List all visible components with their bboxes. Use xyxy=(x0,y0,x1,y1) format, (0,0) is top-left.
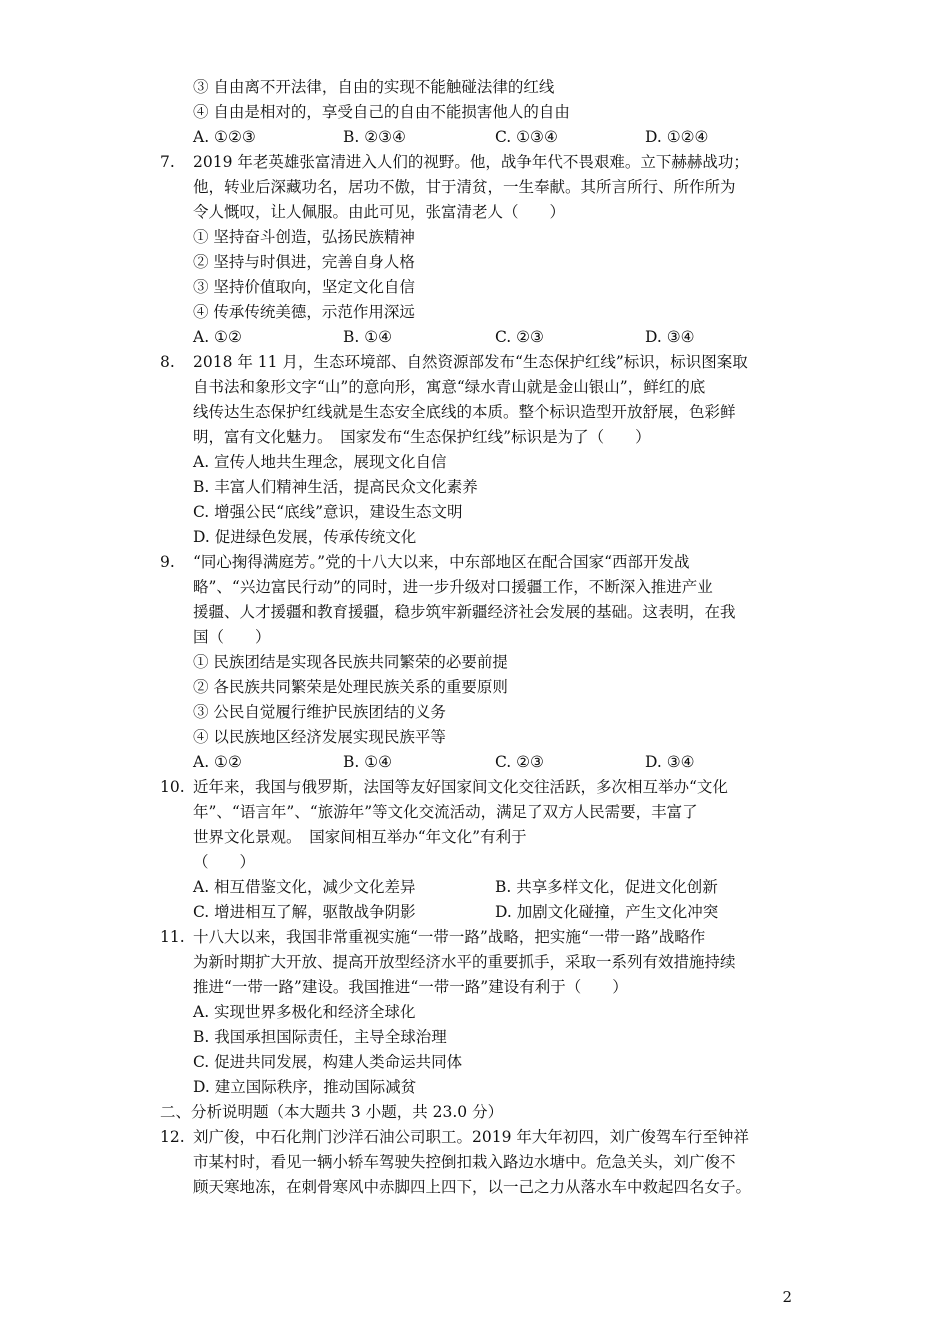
option-c: C. ②③ xyxy=(495,753,544,771)
item-line: ② 各民族共同繁荣是处理民族关系的重要原则 xyxy=(193,678,508,696)
question-number: 7. xyxy=(160,153,175,171)
option-c: C. ①③④ xyxy=(495,128,558,146)
question-number: 8. xyxy=(160,353,175,371)
question-stem-line: 明，富有文化魅力。 国家发布“生态保护红线”标识是为了（ ） xyxy=(193,428,651,446)
question-number: 10. xyxy=(160,778,185,796)
item-line: ③ 自由离不开法律，自由的实现不能触碰法律的红线 xyxy=(193,78,555,96)
question-stem-line: 刘广俊，中石化荆门沙洋石油公司职工。2019 年大年初四，刘广俊驾车行至钟祥 xyxy=(193,1128,749,1146)
option-a: A. 宣传人地共生理念，展现文化自信 xyxy=(193,453,447,471)
question-stem-line: 十八大以来，我国非常重视实施“一带一路”战略，把实施“一带一路”战略作 xyxy=(193,928,706,946)
section-heading: 二、分析说明题（本大题共 3 小题，共 23.0 分） xyxy=(160,1103,504,1121)
option-d: D. ③④ xyxy=(645,328,695,346)
question-stem-line: 为新时期扩大开放、提高开放型经济水平的重要抓手，采取一系列有效措施持续 xyxy=(193,953,736,971)
option-b: B. ①④ xyxy=(343,328,393,346)
question-stem-line: “同心掬得满庭芳。”党的十八大以来，中东部地区在配合国家“西部开发战 xyxy=(193,553,690,571)
page-number: 2 xyxy=(782,1288,792,1306)
item-line: ④ 以民族地区经济发展实现民族平等 xyxy=(193,728,446,746)
option-c: C. 增进相互了解，驱散战争阴影 xyxy=(193,903,416,921)
question-stem-line: （ ） xyxy=(193,853,256,871)
question-stem-line: 顾天寒地冻，在刺骨寒风中赤脚四上四下，以一己之力从落水车中救起四名女子。 xyxy=(193,1178,752,1196)
question-stem-line: 市某村时，看见一辆小轿车驾驶失控倒扣栽入路边水塘中。危急关头，刘广俊不 xyxy=(193,1153,736,1171)
question-number: 9. xyxy=(160,553,175,571)
question-number: 12. xyxy=(160,1128,185,1146)
option-a: A. ①② xyxy=(193,753,242,771)
question-stem-line: 国（ ） xyxy=(193,628,271,646)
question-stem-line: 世界文化景观。 国家间相互举办“年文化”有利于 xyxy=(193,828,527,846)
question-stem-line: 线传达生态保护红线就是生态安全底线的本质。整个标识造型开放舒展，色彩鲜 xyxy=(193,403,736,421)
option-d: D. 建立国际秩序，推动国际减贫 xyxy=(193,1078,417,1096)
item-line: ① 坚持奋斗创造，弘扬民族精神 xyxy=(193,228,415,246)
question-stem-line: 令人慨叹，让人佩服。由此可见，张富清老人（ ） xyxy=(193,203,566,221)
question-stem-line: 略”、“兴边富民行动”的同时，进一步升级对口援疆工作，不断深入推进产业 xyxy=(193,578,713,596)
option-b: B. 共享多样文化，促进文化创新 xyxy=(495,878,718,896)
option-d: D. 促进绿色发展，传承传统文化 xyxy=(193,528,417,546)
option-b: B. 丰富人们精神生活，提高民众文化素养 xyxy=(193,478,478,496)
option-b: B. 我国承担国际责任，主导全球治理 xyxy=(193,1028,447,1046)
option-a: A. 相互借鉴文化，减少文化差异 xyxy=(193,878,416,896)
question-number: 11. xyxy=(160,928,185,946)
option-c: C. ②③ xyxy=(495,328,544,346)
question-stem-line: 推进“一带一路”建设。我国推进“一带一路”建设有利于（ ） xyxy=(193,978,628,996)
question-stem-line: 他，转业后深藏功名，居功不傲，甘于清贫，一生奉献。其所言所行、所作所为 xyxy=(193,178,736,196)
question-stem-line: 2018 年 11 月，生态环境部、自然资源部发布“生态保护红线”标识，标识图案取 xyxy=(193,353,748,371)
item-line: ④ 传承传统美德，示范作用深远 xyxy=(193,303,415,321)
question-stem-line: 自书法和象形文字“山”的意向形，寓意“绿水青山就是金山银山”，鲜红的底 xyxy=(193,378,706,396)
option-a: A. ①②③ xyxy=(193,128,256,146)
option-b: B. ①④ xyxy=(343,753,393,771)
item-line: ① 民族团结是实现各民族共同繁荣的必要前提 xyxy=(193,653,508,671)
option-c: C. 增强公民“底线”意识，建设生态文明 xyxy=(193,503,463,521)
item-line: ④ 自由是相对的，享受自己的自由不能损害他人的自由 xyxy=(193,103,570,121)
item-line: ③ 坚持价值取向，坚定文化自信 xyxy=(193,278,415,296)
option-d: D. ①②④ xyxy=(645,128,709,146)
option-d: D. ③④ xyxy=(645,753,695,771)
question-stem-line: 近年来，我国与俄罗斯，法国等友好国家间文化交往活跃，多次相互举办“文化 xyxy=(193,778,728,796)
question-stem-line: 援疆、人才援疆和教育援疆，稳步筑牢新疆经济社会发展的基础。这表明，在我 xyxy=(193,603,736,621)
question-stem-line: 2019 年老英雄张富清进入人们的视野。他，战争年代不畏艰难。立下赫赫战功； xyxy=(193,153,749,171)
option-d: D. 加剧文化碰撞，产生文化冲突 xyxy=(495,903,719,921)
option-b: B. ②③④ xyxy=(343,128,406,146)
option-c: C. 促进共同发展，构建人类命运共同体 xyxy=(193,1053,463,1071)
question-stem-line: 年”、“语言年”、“旅游年”等文化交流活动，满足了双方人民需要，丰富了 xyxy=(193,803,698,821)
item-line: ② 坚持与时俱进，完善自身人格 xyxy=(193,253,415,271)
option-a: A. 实现世界多极化和经济全球化 xyxy=(193,1003,416,1021)
option-a: A. ①② xyxy=(193,328,242,346)
item-line: ③ 公民自觉履行维护民族团结的义务 xyxy=(193,703,446,721)
